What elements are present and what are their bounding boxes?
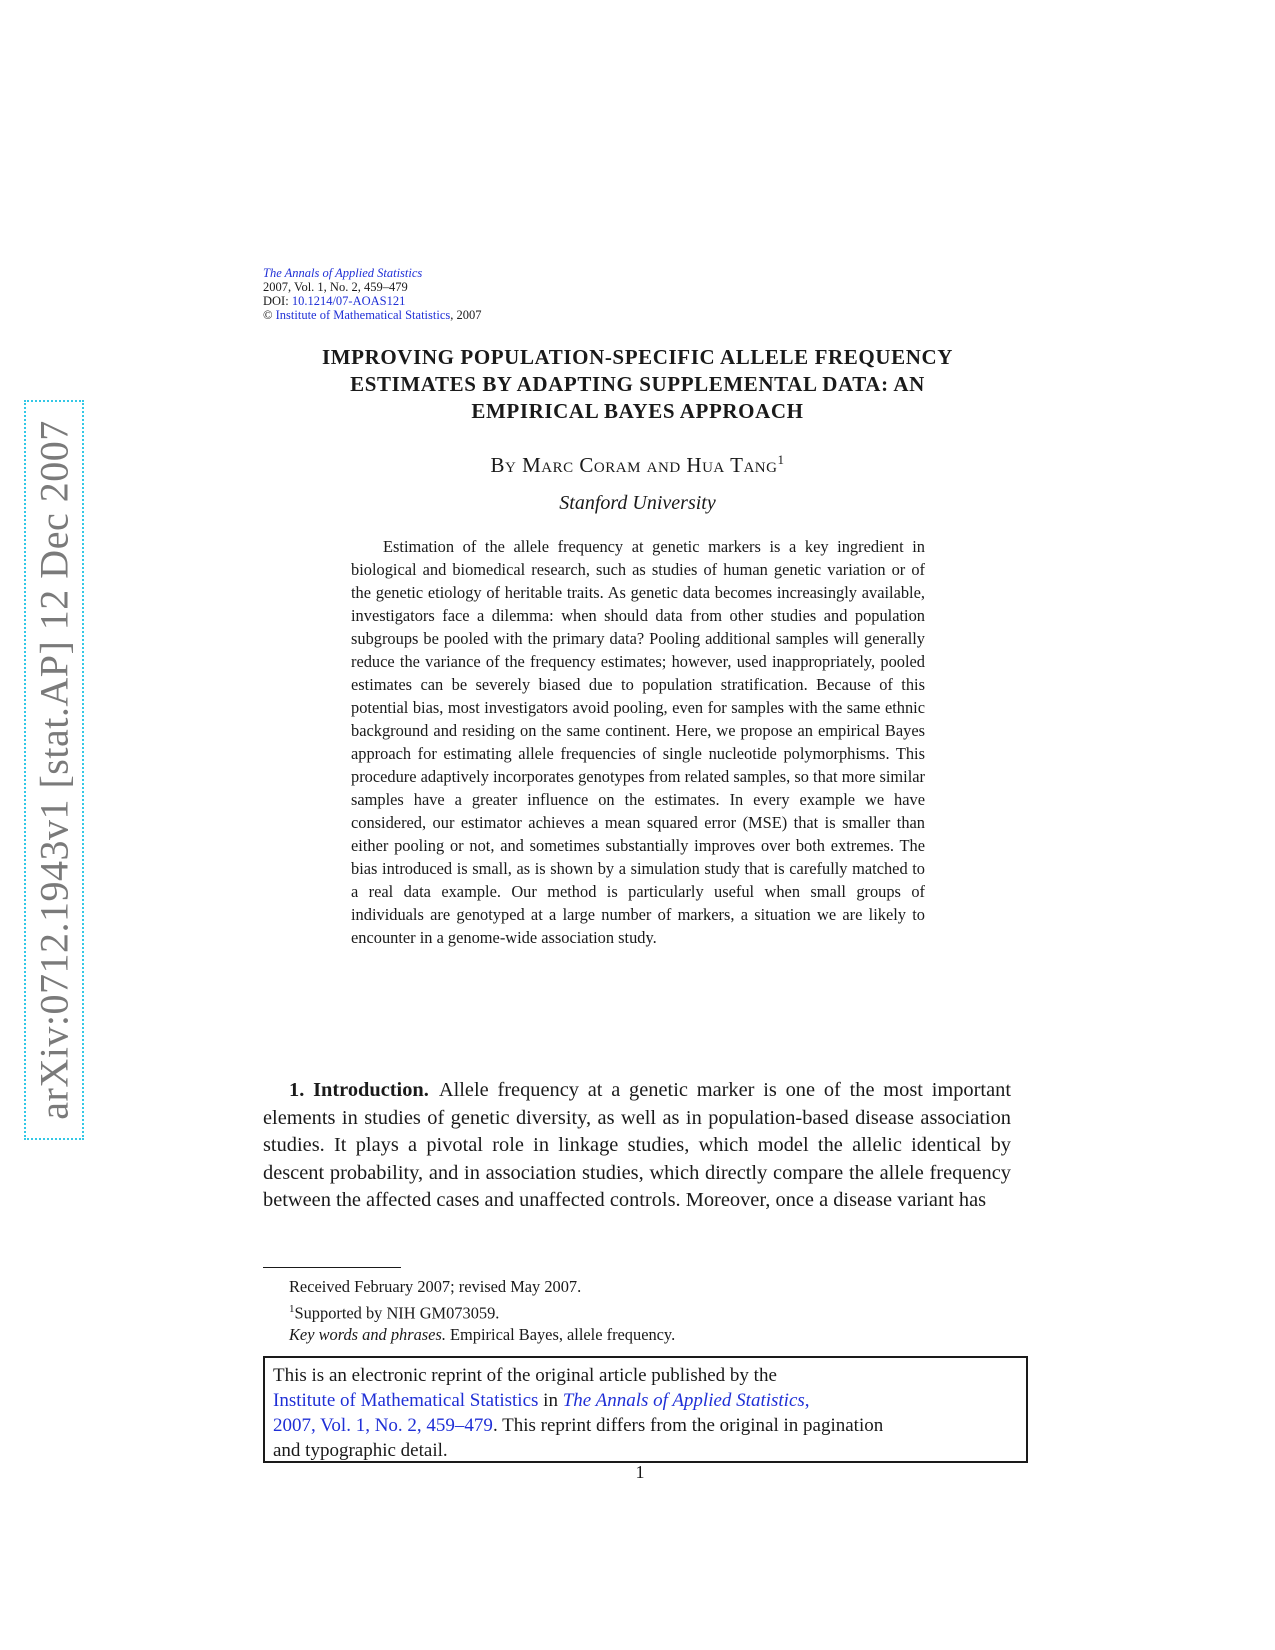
reprint-comma: , — [804, 1390, 810, 1411]
abstract: Estimation of the allele frequency at genetic markers is a key ingredient in biological and biomedical research, such as studies of human genetic variation or of the genetic etiology of heritable traits. As genetic data becomes increasingly available, investigators face a dilemma: when should data from other studies and population subgroups be pooled with the primary data? Pooling additional samples will generally reduce the variance of the frequency estimates; however, used inappropriately, pooled estimates can be severely biased due to population stratification. Because of this potential bias, most investigators avoid pooling, even for samples with the same ethnic background and residing on the same continent. Here, we propose an empirical Bayes approach for estimating allele frequencies of single nucleotide polymorphisms. This procedure adaptively incorporates genotypes from related samples, so that more similar samples have a greater influence on the estimates. In every example we have considered, our estimator achieves a mean squared error (MSE) that is smaller than either pooling or not, and sometimes substantially improves over both extremes. The bias introduced is small, as is shown by a simulation study that is carefully matched to a real data example. Our method is particularly useful when small groups of individuals are genotyped at a large number of markers, a situation we are likely to encounter in a genome-wide association study. — [351, 537, 925, 947]
reprint-notice-box — [263, 1356, 1028, 1463]
institute-link[interactable]: Institute of Mathematical Statistics — [275, 308, 451, 322]
doi-label: DOI: — [263, 294, 289, 308]
footnote-rule — [263, 1267, 401, 1268]
reprint-institute-link[interactable]: Institute of Mathematical Statistics — [273, 1390, 539, 1411]
arxiv-stamp — [24, 400, 84, 1140]
arxiv-stamp-text: arXiv:0712.1943v1 [stat.AP] 12 Dec 2007 — [31, 420, 77, 1120]
keywords: Empirical Bayes, allele frequency. — [450, 1325, 676, 1345]
reprint-line: and typographic detail. — [273, 1440, 448, 1461]
footnotes — [263, 1276, 1011, 1346]
introduction-text: Allele frequency at a genetic marker is one of the most important elements in studies of genetic diversity, as well as in population-based disease association studies. It plays a pivotal role in linkage studies, which model the allelic identical by descent probability, and in association studies, which directly compare the allele frequency between the affected cases and unaffected controls. Moreover, once a disease variant has — [263, 1079, 1011, 1212]
title-line: ESTIMATES BY ADAPTING SUPPLEMENTAL DATA: AN — [350, 372, 925, 396]
copyright-icon: © — [263, 308, 273, 322]
authors — [270, 452, 1005, 478]
support-note: Supported by NIH GM073059. — [294, 1303, 500, 1323]
reprint-line: This is an electronic reprint of the original article published by the — [273, 1365, 777, 1386]
author-names: By Marc Coram and Hua Tang — [490, 453, 778, 477]
author-footnote-mark: 1 — [777, 452, 785, 467]
received-note: Received February 2007; revised May 2007. — [289, 1277, 582, 1296]
journal-name-link[interactable]: The Annals of Applied Statistics — [263, 266, 423, 280]
doi-link[interactable]: 10.1214/07-AOAS121 — [291, 294, 406, 308]
reprint-journal-link[interactable]: The Annals of Applied Statistics — [562, 1390, 805, 1411]
affiliation: Stanford University — [559, 492, 716, 514]
reprint-in-word: in — [538, 1390, 563, 1411]
volume-info: 2007, Vol. 1, No. 2, 459–479 — [263, 280, 408, 294]
page-number: 1 — [635, 1462, 645, 1482]
reprint-citation-link[interactable]: 2007, Vol. 1, No. 2, 459–479 — [273, 1415, 493, 1436]
title-line: EMPIRICAL BAYES APPROACH — [471, 399, 804, 423]
support-footnote-mark: 1 — [289, 1303, 295, 1315]
paper-title — [270, 344, 1005, 425]
journal-header — [263, 266, 482, 322]
copyright-year: , 2007 — [450, 308, 482, 322]
title-line: IMPROVING POPULATION-SPECIFIC ALLELE FREQUENCY — [321, 345, 953, 369]
section-heading: 1. Introduction. — [289, 1079, 429, 1101]
introduction-paragraph — [263, 1077, 1011, 1215]
keywords-label: Key words and phrases. — [289, 1325, 446, 1345]
reprint-line: . This reprint differs from the original in pagination — [492, 1415, 884, 1436]
